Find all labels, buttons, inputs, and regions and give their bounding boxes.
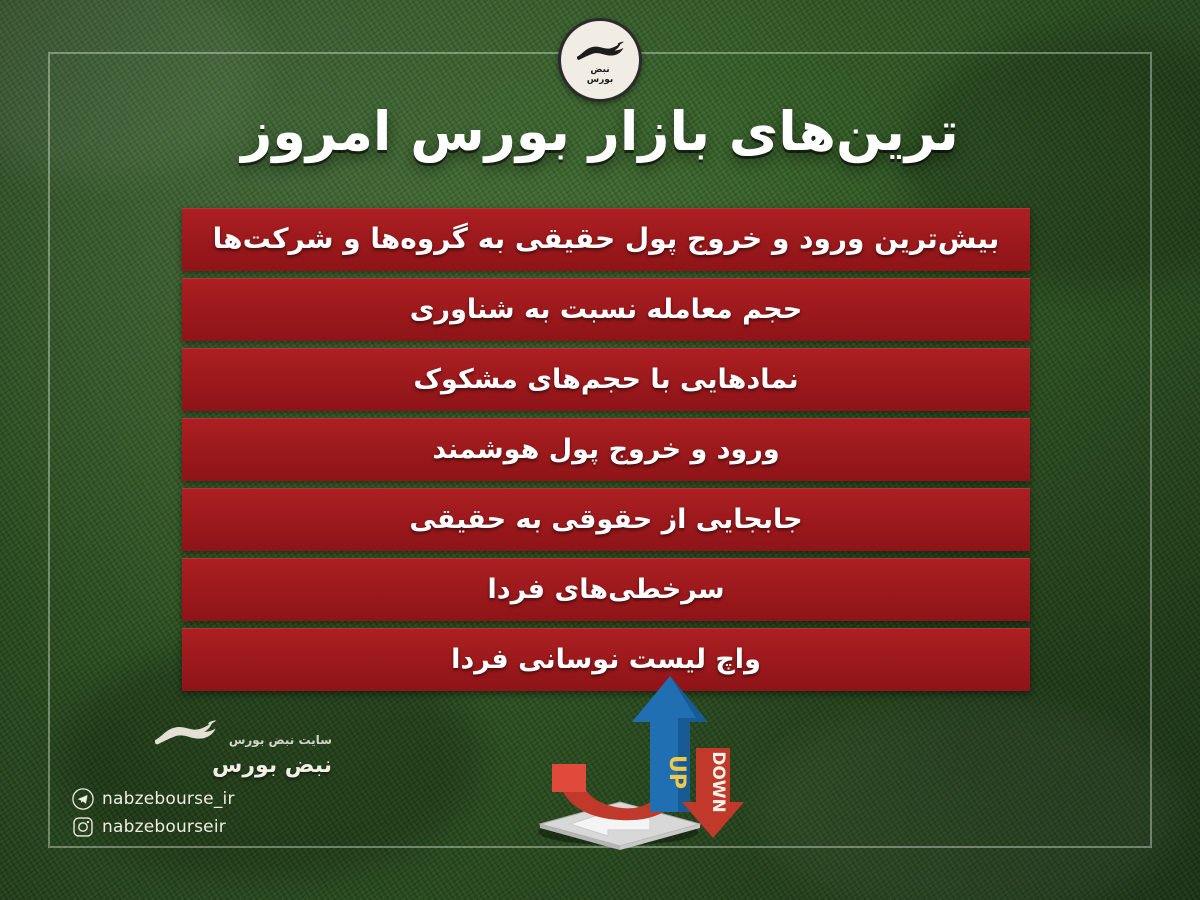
instagram-icon[interactable]	[72, 816, 94, 838]
logo-word-line1: نبض	[590, 65, 610, 76]
list-item-label: جابجایی از حقوقی به حقیقی	[409, 503, 803, 535]
list-item	[182, 278, 1030, 341]
bull-logo-icon	[574, 39, 626, 65]
footer-branding	[72, 717, 332, 838]
list-item	[182, 208, 1030, 271]
list-item-label: نمادهایی با حجم‌های مشکوک	[413, 363, 799, 395]
list-item	[182, 418, 1030, 481]
footer-site-label: سایت نبض بورس	[228, 733, 332, 747]
list-item-label: سرخطی‌های فردا	[487, 573, 725, 605]
telegram-icon[interactable]	[72, 788, 94, 810]
texture-blotch	[760, 700, 1180, 900]
social-telegram-handle: nabzebourse_ir	[102, 789, 235, 809]
page-title: ترین‌های بازار بورس امروز	[241, 100, 959, 163]
artwork-up-label: UP	[664, 755, 689, 789]
footer-brand-row	[72, 717, 332, 751]
list-item-label: حجم معامله نسبت به شناوری	[409, 293, 803, 325]
list-item-label: ورود و خروج پول هوشمند	[432, 433, 780, 465]
social-telegram[interactable]	[72, 788, 332, 810]
list-item-label: بیش‌ترین ورود و خروج پول حقیقی به گروه‌ها و شرکت‌ها	[212, 222, 1000, 256]
topics-list	[182, 208, 1030, 698]
list-item	[182, 488, 1030, 551]
list-item	[182, 348, 1030, 411]
social-instagram[interactable]	[72, 816, 332, 838]
up-down-arrows-illustration	[500, 652, 760, 852]
list-item-label: واچ لیست نوسانی فردا	[451, 643, 761, 675]
bull-logo-icon	[149, 717, 221, 751]
arrows-artwork	[500, 652, 760, 852]
brand-logo-badge	[558, 18, 642, 102]
logo-word-line2: بورس	[586, 74, 614, 85]
artwork-down-label: DOWN	[708, 751, 728, 813]
footer-brand-word: نبض بورس	[212, 753, 332, 778]
list-item	[182, 558, 1030, 621]
social-instagram-handle: nabzebourseir	[102, 817, 226, 837]
